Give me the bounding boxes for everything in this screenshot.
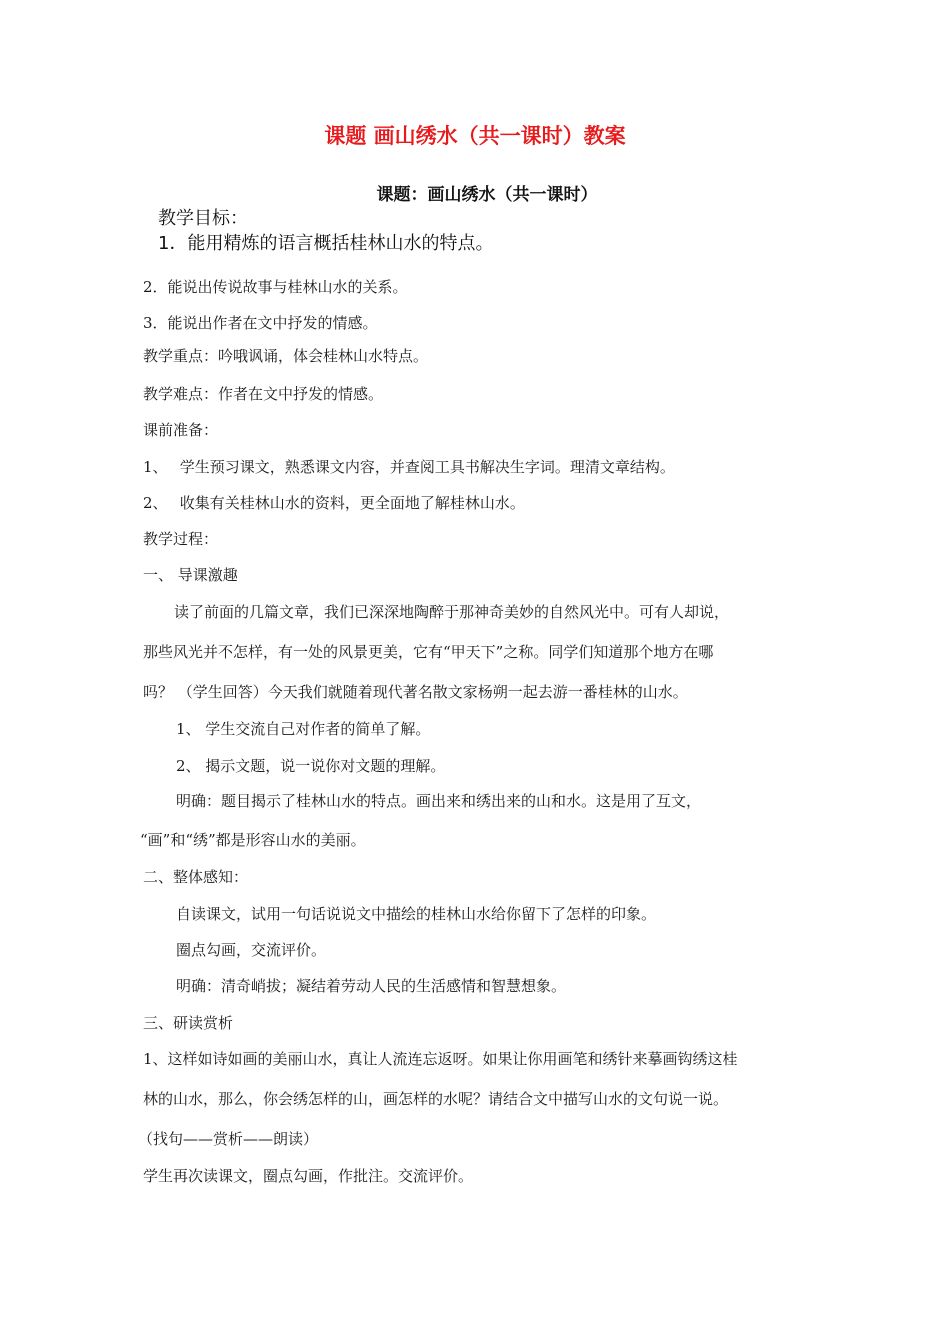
section1-answer-line-2: “画”和“绣”都是形容山水的美丽。 [140,831,366,849]
section3-last-line: 学生再次读课文，圈点勾画，作批注。交流评价。 [143,1167,474,1185]
key-point: 教学重点：吟哦讽诵，体会桂林山水特点。 [143,347,429,365]
section1-item-2: 2、 揭示文题，说一说你对文题的理解。 [176,757,446,775]
process-heading: 教学过程： [143,530,219,548]
section1-heading: 一、 导课激趣 [143,566,238,584]
difficulty: 教学难点：作者在文中抒发的情感。 [143,385,384,403]
section2-line-3: 明确：清奇峭拔；凝结着劳动人民的生活感情和智慧想象。 [176,977,567,995]
section1-para-line-2: 那些风光并不怎样，有一处的风景更美，它有“甲天下”之称。同学们知道那个地方在哪 [143,643,714,661]
objectives-heading: 教学目标： [158,208,248,229]
section2-line-1: 自读课文，试用一句话说说文中描绘的桂林山水给你留下了怎样的印象。 [176,905,657,923]
prep-item-1: 1、 学生预习课文，熟悉课文内容，并查阅工具书解决生字词。理清文章结构。 [143,458,675,476]
section1-item-1: 1、 学生交流自己对作者的简单了解。 [176,720,431,738]
section2-line-2: 圈点勾画，交流评价。 [176,941,327,959]
document-title: 课题 画山绣水（共一课时）教案 [324,124,626,148]
section3-heading: 三、研读赏析 [143,1014,234,1032]
objective-item-1: 1．能用精炼的语言概括桂林山水的特点。 [158,233,494,254]
section2-heading: 二、整体感知： [143,868,249,886]
prep-item-2: 2、 收集有关桂林山水的资料，更全面地了解桂林山水。 [143,494,525,512]
prep-heading: 课前准备： [143,421,219,439]
objective-item-2: 2．能说出传说故事与桂林山水的关系。 [143,278,408,296]
section1-answer-line-1: 明确：题目揭示了桂林山水的特点。画出来和绣出来的山和水。这是用了互文， [176,792,702,810]
section3-para-line-2: 林的山水，那么，你会绣怎样的山，画怎样的水呢？请结合文中描写山水的文句说一说。 [143,1090,729,1108]
section3-para-line-1: 1、这样如诗如画的美丽山水，真让人流连忘返呀。如果让你用画笔和绣针来摹画钩绣这桂 [143,1050,738,1068]
lesson-subtitle: 课题：画山绣水（共一课时） [376,185,598,205]
section3-note: （找句——赏析——朗读） [138,1130,319,1148]
objective-item-3: 3．能说出作者在文中抒发的情感。 [143,314,378,332]
section1-para-line-3: 吗？ （学生回答）今天我们就随着现代著名散文家杨朔一起去游一番桂林的山水。 [143,683,688,701]
section1-para-line-1: 读了前面的几篇文章，我们已深深地陶醉于那神奇美妙的自然风光中。可有人却说， [174,603,730,621]
